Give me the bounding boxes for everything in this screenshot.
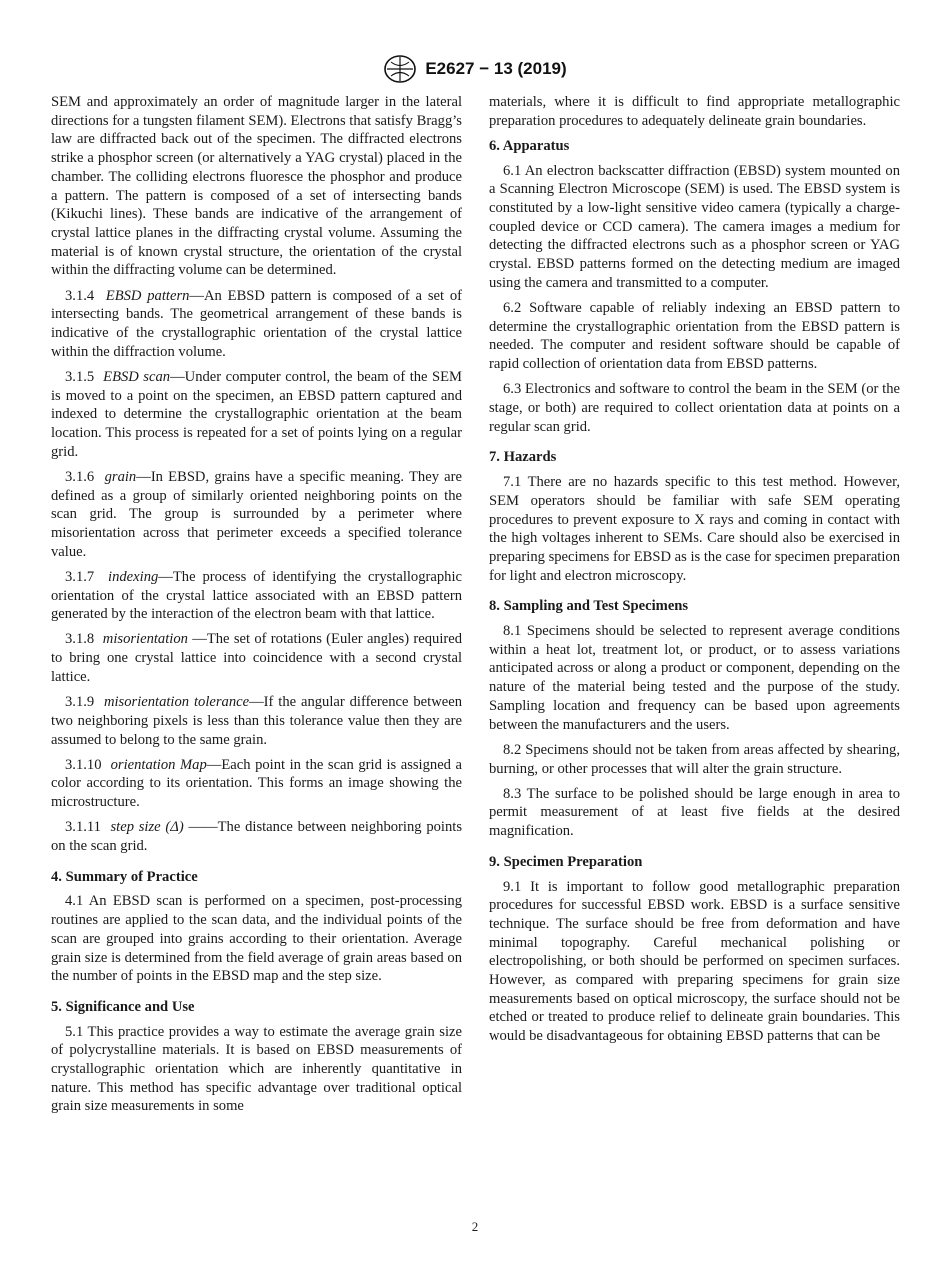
section-heading-7: 7. Hazards xyxy=(489,449,557,466)
definition-3-1-10: 3.1.10 orientation Map—Each point in the scan grid is assigned a color according to its orientation. This forms an image showing the microstructure. xyxy=(51,756,463,811)
section-heading-6: 6. Apparatus xyxy=(489,137,570,154)
definition-3-1-6: 3.1.6 grain—In EBSD, grains have a specific meaning. They are defined as a group of similarly oriented neighboring points on the scan grid. The group is surrounded by a perimeter where misorientation across that perimeter exceeds a specified tolerance value. xyxy=(51,468,463,560)
paragraph-9-1: 9.1 It is important to follow good metallographic preparation procedures for successful EBSD work. EBSD is a surface sensitive technique. The surface should be free from deformation and have minimal topography. Careful mechanical polishing or electropolishing, or both should be performed on specimen surfaces. However, as compared with preparing specimens for grain size measurements based on optical microscopy, the surface should not be etched or treated to produce relief to delineate grain boundaries. This would be disadvantageous for obtaining EBSD patterns that can be xyxy=(489,878,900,1045)
definition-3-1-11: 3.1.11 step size (Δ) ——The distance between neighboring points on the scan grid. xyxy=(51,819,463,855)
paragraph-6-3: 6.3 Electronics and software to control the beam in the SEM (or the stage, or both) are required to collect orientation data at points on a regular scan grid. xyxy=(489,381,900,435)
page-header xyxy=(0,52,950,86)
paragraph-8-1: 8.1 Specimens should be selected to represent average conditions within a heat lot, treatment lot, or product, or to assess variations anticipated across or along a product or component, depending on the nature of the material being tested and the purpose of the study. Sampling location and frequency can be based upon agreements between the manufacturers and the users. xyxy=(489,623,900,733)
document-designation: E2627 − 13 (2019) xyxy=(425,59,567,78)
paragraph-6-1: 6.1 An electron backscatter diffraction (EBSD) system mounted on a Scanning Electron Microscope (SEM) is used. The EBSD system is constituted by a low-light sensitive video camera (typically a charge-coupled device or CCD camera). The camera images a medium for detecting the diffracted electrons such as a phosphor screen or YAG crystal. EBSD patterns formed on the detecting medium are imaged using the camera and transmitted to a computer. xyxy=(489,162,900,291)
definition-3-1-5: 3.1.5 EBSD scan—Under computer control, the beam of the SEM is moved to a point on the specimen, an EBSD pattern captured and indexed to determine the crystallographic orientation at the beam location. This process is repeated for a set of points lying on a regular grid. xyxy=(51,368,463,460)
continued-paragraph: SEM and approximately an order of magnitude larger in the lateral directions for a tungsten filament SEM). Electrons that satisfy Bragg’s law are diffracted back out of the specimen. The diffracted electrons strike a phosphor screen (or alternatively a YAG crystal) placed in the chamber. The colliding electrons fluoresce the phosphor and produce a pattern. The pattern is composed of a set of intersecting bands (Kikuchi lines). These bands are indicative of the arrangement of crystal lattice planes in the diffracting crystal volume. Assuming the material is of known crystal structure, the orientation of the crystal within the diffracting volume can be determined. xyxy=(51,94,462,279)
definition-3-1-4: 3.1.4 EBSD pattern—An EBSD pattern is composed of a set of intersecting bands. The geometrical arrangement of these bands is indicative of the crystallographic orientation of the crystal lattice within the diffraction volume. xyxy=(51,287,462,360)
section-heading-5: 5. Significance and Use xyxy=(51,998,195,1015)
astm-logo-icon xyxy=(383,54,417,84)
definition-3-1-9: 3.1.9 misorientation tolerance—If the angular difference between two neighboring pixels is less than this tolerance value then they are assumed to belong to the same grain. xyxy=(51,694,462,748)
page-number: 2 xyxy=(471,1219,479,1234)
paragraph-5-1: 5.1 This practice provides a way to estimate the average grain size of polycrystalline materials. It is based on EBSD measurements of crystallographic orientation which are inherently quantitative in nature. This method has specific advantage over traditional optical grain size measurements in some xyxy=(51,1023,462,1115)
paragraph-7-1: 7.1 There are no hazards specific to this test method. However, SEM operators should be familiar with safe SEM operating procedures to prevent exposure to X rays and coming in contact with the high voltages inherent to SEMs. Care should also be exercised in preparing specimens for EBSD as is the case for specimen preparation for light and electron microscopy. xyxy=(489,474,900,584)
paragraph-6-2: 6.2 Software capable of reliably indexing an EBSD pattern to determine the crystallographic orientation from the EBSD pattern is needed. The computer and resident software should be capable of rapid collection of orientation data from EBSD patterns. xyxy=(489,300,900,373)
right-column xyxy=(489,93,900,1052)
definition-3-1-7: 3.1.7 indexing—The process of identifying the crystallographic orientation of the crystal lattice associated with an EBSD pattern generated by the interaction of the electron beam with that lattice. xyxy=(51,568,462,623)
section-heading-9: 9. Specimen Preparation xyxy=(489,853,643,870)
paragraph-4-1: 4.1 An EBSD scan is performed on a specimen, post-processing routines are applied to the scan data, and the individual points of the scan are grouped into grains according to their orientation. Average grain size is determined from the field average of grain areas based on the number of points in the EBSD map and the step size. xyxy=(51,893,462,985)
left-column xyxy=(51,93,462,1123)
section-heading-4: 4. Summary of Practice xyxy=(51,868,198,885)
continued-paragraph: materials, where it is difficult to find appropriate metallographic preparation procedures to adequately delineate grain boundaries. xyxy=(489,94,900,129)
definition-3-1-8: 3.1.8 misorientation —The set of rotations (Euler angles) required to bring one crystal lattice into coincidence with a second crystal lattice. xyxy=(51,631,463,685)
section-heading-8: 8. Sampling and Test Specimens xyxy=(489,598,689,615)
paragraph-8-2: 8.2 Specimens should not be taken from areas affected by shearing, burning, or other processes that will alter the grain structure. xyxy=(489,741,900,777)
paragraph-8-3: 8.3 The surface to be polished should be large enough in area to permit measurement of at least five fields at the desired magnification. xyxy=(489,785,900,840)
